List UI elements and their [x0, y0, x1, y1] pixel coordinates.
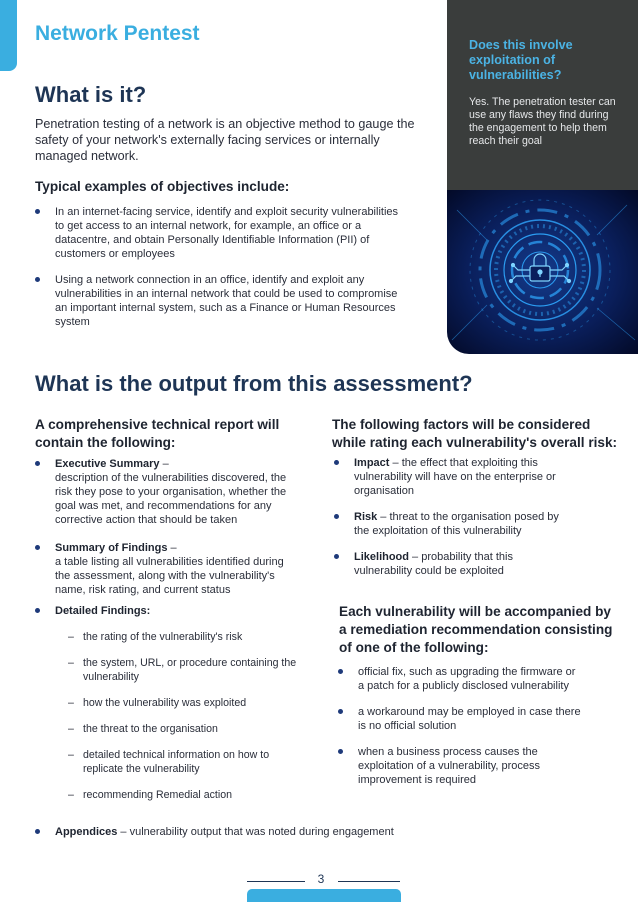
bullet-icon: [35, 545, 40, 550]
objectives-heading: Typical examples of objectives include:: [35, 179, 290, 194]
footer-divider: [247, 881, 305, 882]
factor-item: Likelihood – probability that this vulnerability could be exploited: [334, 550, 574, 578]
footer-tab: [247, 889, 401, 902]
factors-list: [334, 456, 574, 578]
report-heading: A comprehensive technical report will contain the following:: [35, 417, 280, 450]
padlock-circuit-icon: [447, 190, 638, 354]
section-label: Network Pentest: [35, 22, 200, 45]
bullet-icon: [334, 460, 339, 465]
bullet-icon: [35, 209, 40, 214]
sidebar-box: [447, 0, 638, 190]
cyber-security-image: [447, 190, 638, 354]
appendices: [35, 825, 455, 839]
what-is-it-heading: What is it?: [35, 82, 147, 107]
bullet-icon: [334, 514, 339, 519]
bullet-icon: [35, 461, 40, 466]
objectives-list: [35, 205, 400, 329]
bullet-icon: [35, 829, 40, 834]
factor-item: Risk – threat to the organisation posed by the exploitation of this vulnerability: [334, 510, 574, 538]
sidebar-question: Does this involve exploitation of vulnerabilities?: [469, 38, 573, 82]
footer-divider: [338, 881, 400, 882]
detail-item: – detailed technical information on how to replicate the vulnerability: [68, 749, 270, 775]
remediation-item: a workaround may be employed in case there is no official solution: [338, 705, 583, 733]
factor-item: Impact – the effect that exploiting this vulnerability will have on the enterprise or organisation: [334, 456, 574, 498]
intro-paragraph: Penetration testing of a network is an objective method to gauge the safety of your network's externally facing services or internally managed network.: [35, 117, 415, 163]
detail-item: – how the vulnerability was exploited: [68, 697, 247, 709]
detail-item: – the rating of the vulnerability's risk: [68, 631, 243, 643]
page-number: 3: [317, 872, 325, 886]
output-heading: What is the output from this assessment?: [35, 371, 473, 396]
report-item: Executive Summary – description of the vulnerabilities discovered, the risk they pose to your organisation, whether the goal was met, and recommendations for any corrective action that should be taken: [35, 457, 290, 527]
factors-heading: The following factors will be considered while rating each vulnerability's overall risk:: [332, 417, 618, 450]
report-item: Summary of Findings – a table listing all vulnerabilities identified during the assessment, along with the vulnerability's name, risk rating, and current status: [35, 541, 290, 597]
detail-item: – recommending Remedial action: [68, 789, 232, 801]
remediation-item: when a business process causes the exploitation of a vulnerability, process improvement is required: [338, 745, 583, 787]
detail-item: – the threat to the organisation: [68, 723, 218, 735]
detail-item: – the system, URL, or procedure containing the vulnerability: [68, 657, 297, 683]
bullet-icon: [338, 669, 343, 674]
detailed-findings-list: [68, 630, 308, 802]
report-list: [35, 457, 290, 597]
remediation-heading: Each vulnerability will be accompanied by a remediation recommendation consisting of one of the following:: [339, 604, 613, 655]
remediation-item: official fix, such as upgrading the firmware or a patch for a publicly disclosed vulnerability: [338, 665, 583, 693]
appendices-item: Appendices – vulnerability output that was noted during engagement: [35, 825, 455, 839]
detailed-findings: [35, 604, 290, 618]
objective-item: In an internet-facing service, identify and exploit security vulnerabilities to get access to an internal network, for example, an office or a datacentre, and obtain Personally Identifiable Information (PII) of customers or employees: [35, 205, 400, 261]
objective-item: Using a network connection in an office, identify and exploit any vulnerabilities in an internal network that could be used to compromise an important internal system, such as a Finance or Human Resources system: [35, 273, 400, 329]
bullet-icon: [35, 277, 40, 282]
bullet-icon: [338, 709, 343, 714]
detailed-findings-item: Detailed Findings:: [35, 604, 290, 618]
bullet-icon: [338, 749, 343, 754]
accent-tab: [0, 0, 17, 71]
bullet-icon: [334, 554, 339, 559]
sidebar-answer: Yes. The penetration tester can use any flaws they find during the engagement to help them reach their goal: [469, 96, 616, 147]
bullet-icon: [35, 608, 40, 613]
remediation-list: [338, 665, 583, 787]
